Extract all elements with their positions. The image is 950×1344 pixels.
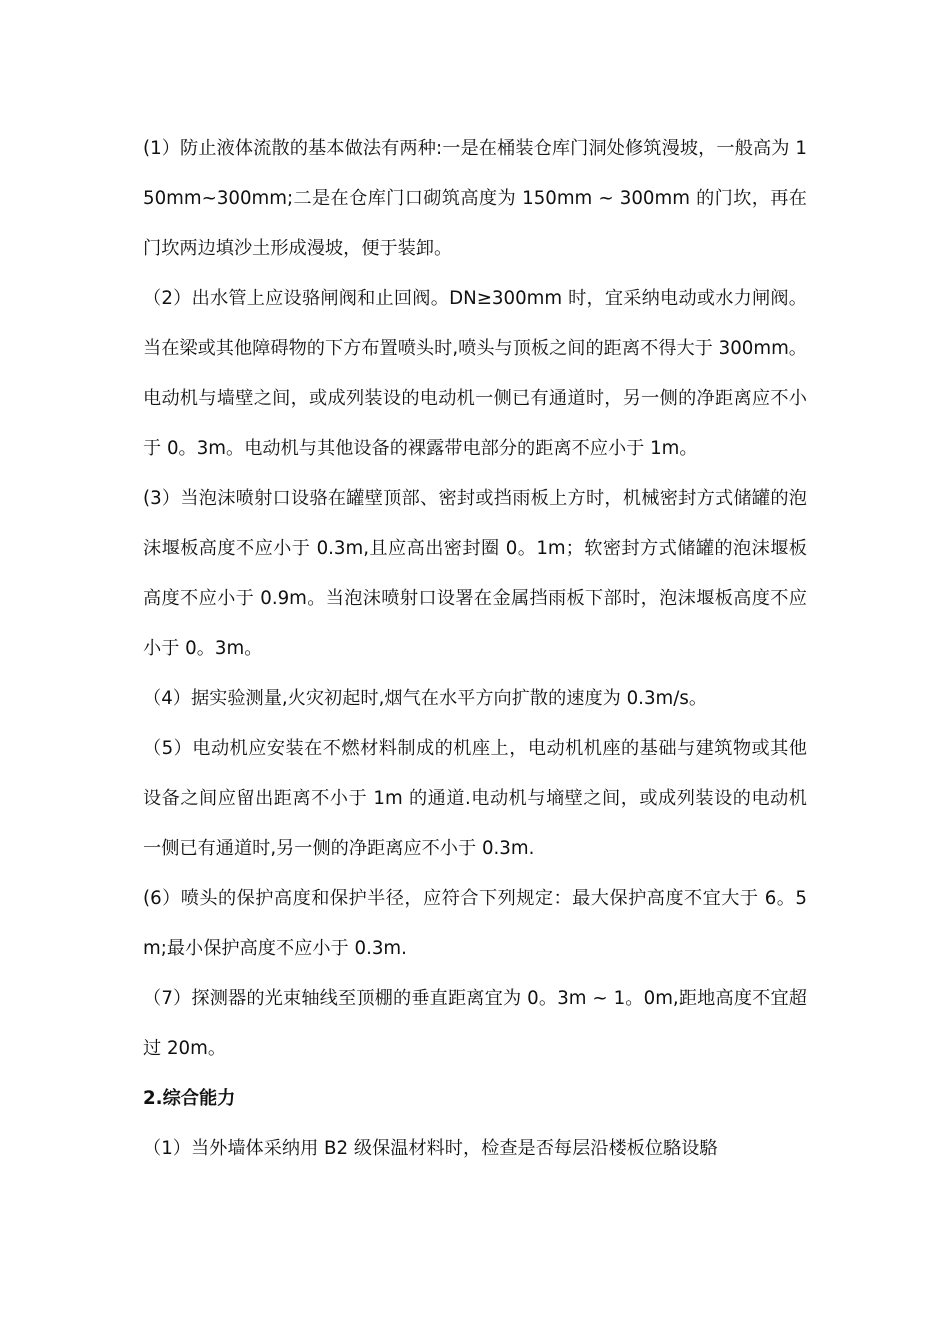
paragraph-5: （5）电动机应安装在不燃材料制成的机座上，电动机机座的基础与建筑物或其他设备之间应留出距离不小于 1m 的通道.电动机与墒壁之间，或成列装设的电动机一侧已有通道时,另一侧的净距离应不小于 0.3m. (143, 738, 807, 859)
section-heading: 2.综合能力 (143, 1088, 236, 1109)
paragraph-2: （2）出水管上应设骆闸阀和止回阀。DN≥300mm 时，宜采纳电动或水力闸阀。 当在梁或其他障碍物的下方布置喷头时,喷头与顶板之间的距离不得大于 300mm。 电动机与墙壁之间，或成列装设的电动机一侧已有通道时，另一侧的净距离应不小于 0。3m。电动机与其他设备的裸露带电部分的距离不应小于 1m。 (143, 288, 807, 459)
paragraph-3: (3）当泡沫喷射口设骆在罐壁顶部、密封或挡雨板上方时，机械密封方式储罐的泡沫堰板高度不应小于 0.3m,且应高出密封圈 0。1m；软密封方式储罐的泡沫堰板高度不应小于 0.9m。当泡沫喷射口设署在金属挡雨板下部时，泡沫堰板高度不应小于 0。3m。 (143, 488, 807, 659)
paragraph-7: （7）探测器的光束轴线至顶棚的垂直距离宜为 0。3m ~ 1。0m,距地高度不宜超过 20m。 (143, 988, 807, 1059)
paragraph-4: （4）据实验测量,火灾初起时,烟气在水平方向扩散的速度为 0.3m/s。 (143, 688, 708, 709)
paragraph-6: (6）喷头的保护高度和保护半径，应符合下列规定：最大保护高度不宜大于 6。5m;最小保护高度不应小于 0.3m. (143, 888, 807, 959)
paragraph-1: (1）防止液体流散的基本做法有两种:一是在桶装仓库门洞处修筑漫坡，一般高为 150mm~300mm;二是在仓库门口砌筑高度为 150mm ~ 300mm 的门坎，再在门坎两边填沙土形成漫坡，便于装卸。 (143, 138, 807, 259)
paragraph-8: （1）当外墙体采纳用 B2 级保温材料时，检查是否每层沿楼板位駱设駱 (143, 1138, 718, 1159)
document-page (143, 124, 807, 1174)
